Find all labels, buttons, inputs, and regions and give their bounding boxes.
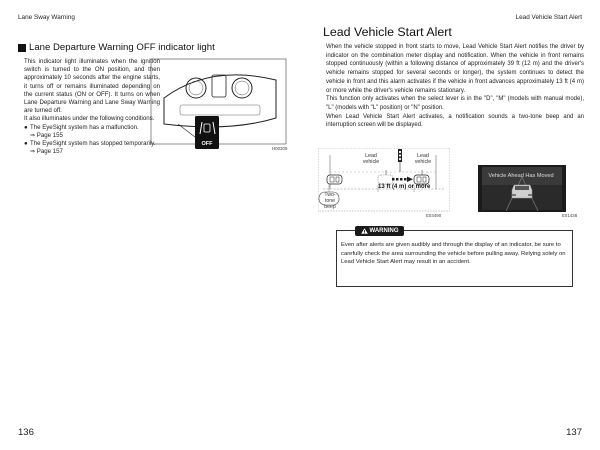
right-paragraph: This function only activates when the select lever is in the "D", "M" (models with manual mode), "L" (models with "L" position) or "N" position. [326,96,584,111]
section-title [18,42,215,53]
indicator-label: OFF [201,141,213,147]
meter-cluster-icon [164,75,276,127]
lead-vehicle-label-2: Lead vehicle [414,153,432,165]
display-code: E01438 [562,213,578,218]
right-paragraph: When the vehicle stopped in front starts to move, Lead Vehicle Start Alert notifies the driver by indicator on the combination meter display and notification. When the vehicle in front remains stopped continuously (within a following distance of approximately 39 ft (12 m) and the driver's vehicle remains stopped for several seconds or longer), the system continues to detect the vehicle in front and this alarm activates if the vehicle in front advances approximately 13 ft (4 m) or more while the driver's vehicle remains stationary. [326,44,584,94]
left-body [24,58,160,156]
section-title-text: Lane Departure Warning OFF indicator light [29,42,215,53]
bullet-item [24,124,160,132]
right-paragraph: When Lead Vehicle Start Alert activates, a notification sounds a two-tone beep and an interruption screen will be displayed. [326,113,584,129]
page-reference-link[interactable]: ⇒ Page 157 [30,148,63,156]
page-number-right: 137 [566,427,582,438]
right-body [326,43,584,130]
diagram-code: E03490 [426,213,442,218]
display-message: Vehicle Ahead Has Moved [488,173,554,179]
running-header-right: Lead Vehicle Start Alert [515,14,582,21]
left-paragraph: This indicator light illuminates when the ignition switch is turned to the ON position, and then approximately 10 seconds after the engine starts, it turns off or remains illuminated depending on the current status (ON or OFF). It turns on when Lane Departure Warning and Lane Sway Warning are turned off. [24,58,160,115]
distance-arrow-icon [392,177,413,183]
bullet-text: The EyeSight system has stopped temporarily. [30,140,156,148]
section-marker-icon [18,44,26,52]
warning-text: Even after alerts are given audibly and through the display of an indicator, be sure to carefully check the area surrounding the vehicle before pulling away. Relying solely on Lead Vehicle Start Alert may result in an accident. [341,242,566,266]
running-header-left: Lane Sway Warning [18,14,75,21]
bullet-icon: ● [24,140,28,148]
warning-triangle-icon [361,228,368,234]
distance-label: 13 ft (4 m) or more [378,184,431,190]
figure-code: H00305 [272,146,288,151]
bullet-icon: ● [24,123,28,131]
lead-vehicle-start-icon [378,175,393,184]
bullet-item [24,140,160,148]
warning-badge [355,226,404,236]
lead-vehicle-moved-icon [414,175,429,184]
page-title: Lead Vehicle Start Alert [323,25,452,39]
traffic-signal-icon [398,149,402,172]
combination-meter-figure [150,58,300,152]
page-reference-link[interactable]: ⇒ Page 155 [30,131,63,139]
left-paragraph-2: It also illuminates under the following conditions. [24,115,155,123]
lead-vehicle-label-1: Lead vehicle [362,153,380,165]
page-number-left: 136 [18,427,34,438]
warning-label: WARNING [369,228,399,234]
beep-label: Two-tone beep [324,192,336,210]
own-vehicle-icon [327,175,342,184]
bullet-text: The EyeSight system has a malfunction. [30,123,139,131]
